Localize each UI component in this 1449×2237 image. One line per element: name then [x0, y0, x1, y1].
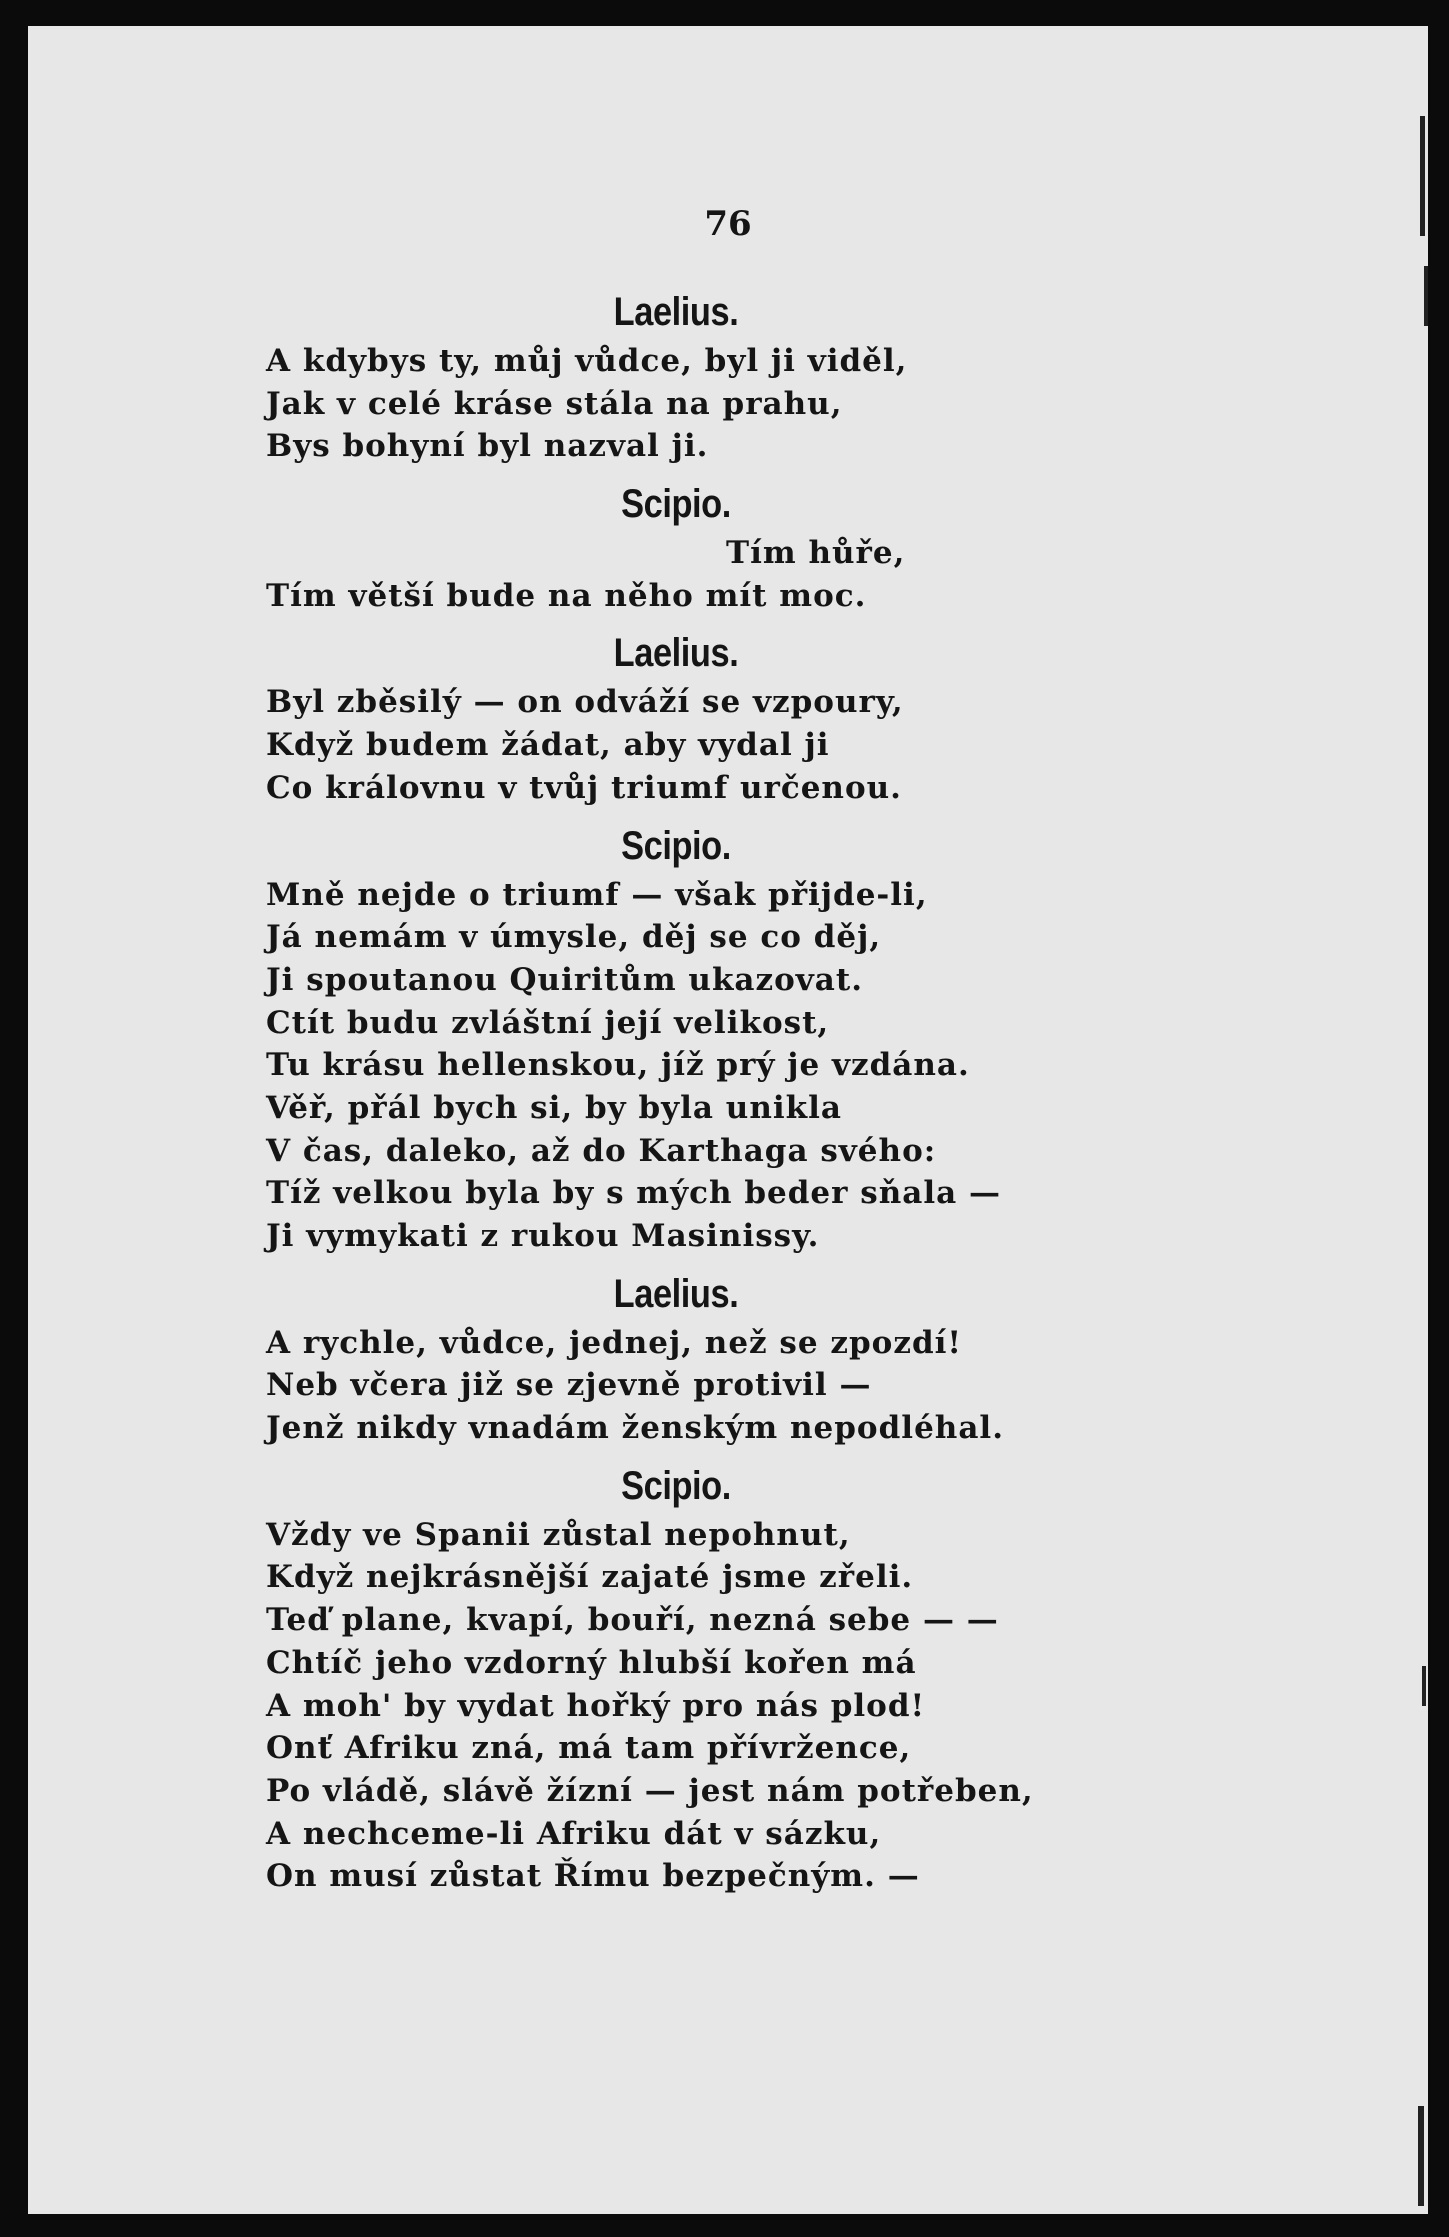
scan-edge-mark — [1418, 2106, 1424, 2206]
verse-line: On musí zůstat Římu bezpečným. — — [266, 1858, 920, 1895]
verse-line: Jenž nikdy vnadám ženským nepodléhal. — [266, 1410, 1004, 1447]
verse-line: Chtíč jeho vzdorný hlubší kořen má — [266, 1644, 917, 1681]
verse-line: Ji vymykati z rukou Masinissy. — [266, 1218, 820, 1254]
verse-line: Já nemám v úmysle, děj se co děj, — [266, 919, 882, 956]
verse-line: Mně nejde o triumf — však přijde-li, — [266, 876, 928, 913]
verse-line: A moh' by vydat hořký pro nás plod! — [266, 1687, 926, 1724]
speaker-name: Laelius. — [613, 1271, 739, 1316]
verse-line: A rychle, vůdce, jednej, než se zpozdí! — [266, 1324, 963, 1361]
verse-line: Vždy ve Spanii zůstal nepohnut, — [266, 1516, 851, 1553]
page-number: 76 — [704, 204, 752, 244]
verse-line: Jak v celé kráse stála na prahu, — [266, 385, 843, 422]
verse-line: Ctít budu zvláštní její velikost, — [266, 1004, 830, 1041]
verse-line: Neb včera již se zjevně protivil — — [266, 1367, 872, 1404]
verse-line: Tím hůře, — [726, 535, 906, 572]
verse-line: Teď plane, kvapí, bouří, nezná sebe — — — [266, 1602, 999, 1639]
scan-edge-mark — [1424, 266, 1428, 326]
scan-edge-mark — [1420, 116, 1425, 236]
verse-line: Po vládě, slávě žízní — jest nám potřeben, — [266, 1772, 1034, 1809]
play-text — [266, 284, 1086, 1898]
verse-line: Když nejkrásnější zajaté jsme zřeli. — [266, 1559, 914, 1596]
verse-line: Tím větší bude na něho mít moc. — [266, 577, 867, 614]
verse-line: A kdybys ty, můj vůdce, byl ji viděl, — [266, 343, 908, 379]
speaker-name: Laelius. — [613, 631, 739, 676]
speaker-name: Scipio. — [621, 823, 731, 868]
verse-line: Tu krásu hellenskou, jíž prý je vzdána. — [266, 1047, 970, 1084]
verse-line: Ji spoutanou Quiritům ukazovat. — [266, 961, 864, 998]
book-page — [28, 26, 1428, 2214]
verse-line: Tíž velkou byla by s mých beder sňala — — [266, 1175, 1001, 1212]
verse-line: Věř, přál bych si, by byla unikla — [266, 1089, 842, 1126]
speaker-name: Laelius. — [613, 290, 739, 334]
verse-line: Onť Afriku zná, má tam přívržence, — [266, 1730, 912, 1767]
verse-line: A nechceme-li Afriku dát v sázku, — [266, 1815, 882, 1852]
verse-line: Bys bohyní byl nazval ji. — [266, 428, 709, 465]
verse-line: Byl zběsilý — on odváží se vzpoury, — [266, 684, 904, 721]
scan-edge-mark — [1422, 1666, 1426, 1706]
speaker-name: Scipio. — [621, 482, 731, 527]
verse-line: Když budem žádat, aby vydal ji — [266, 727, 830, 764]
speaker-name: Scipio. — [621, 1463, 731, 1508]
verse-line: V čas, daleko, až do Karthaga svého: — [266, 1132, 937, 1169]
verse-line: Co královnu v tvůj triumf určenou. — [266, 769, 902, 806]
